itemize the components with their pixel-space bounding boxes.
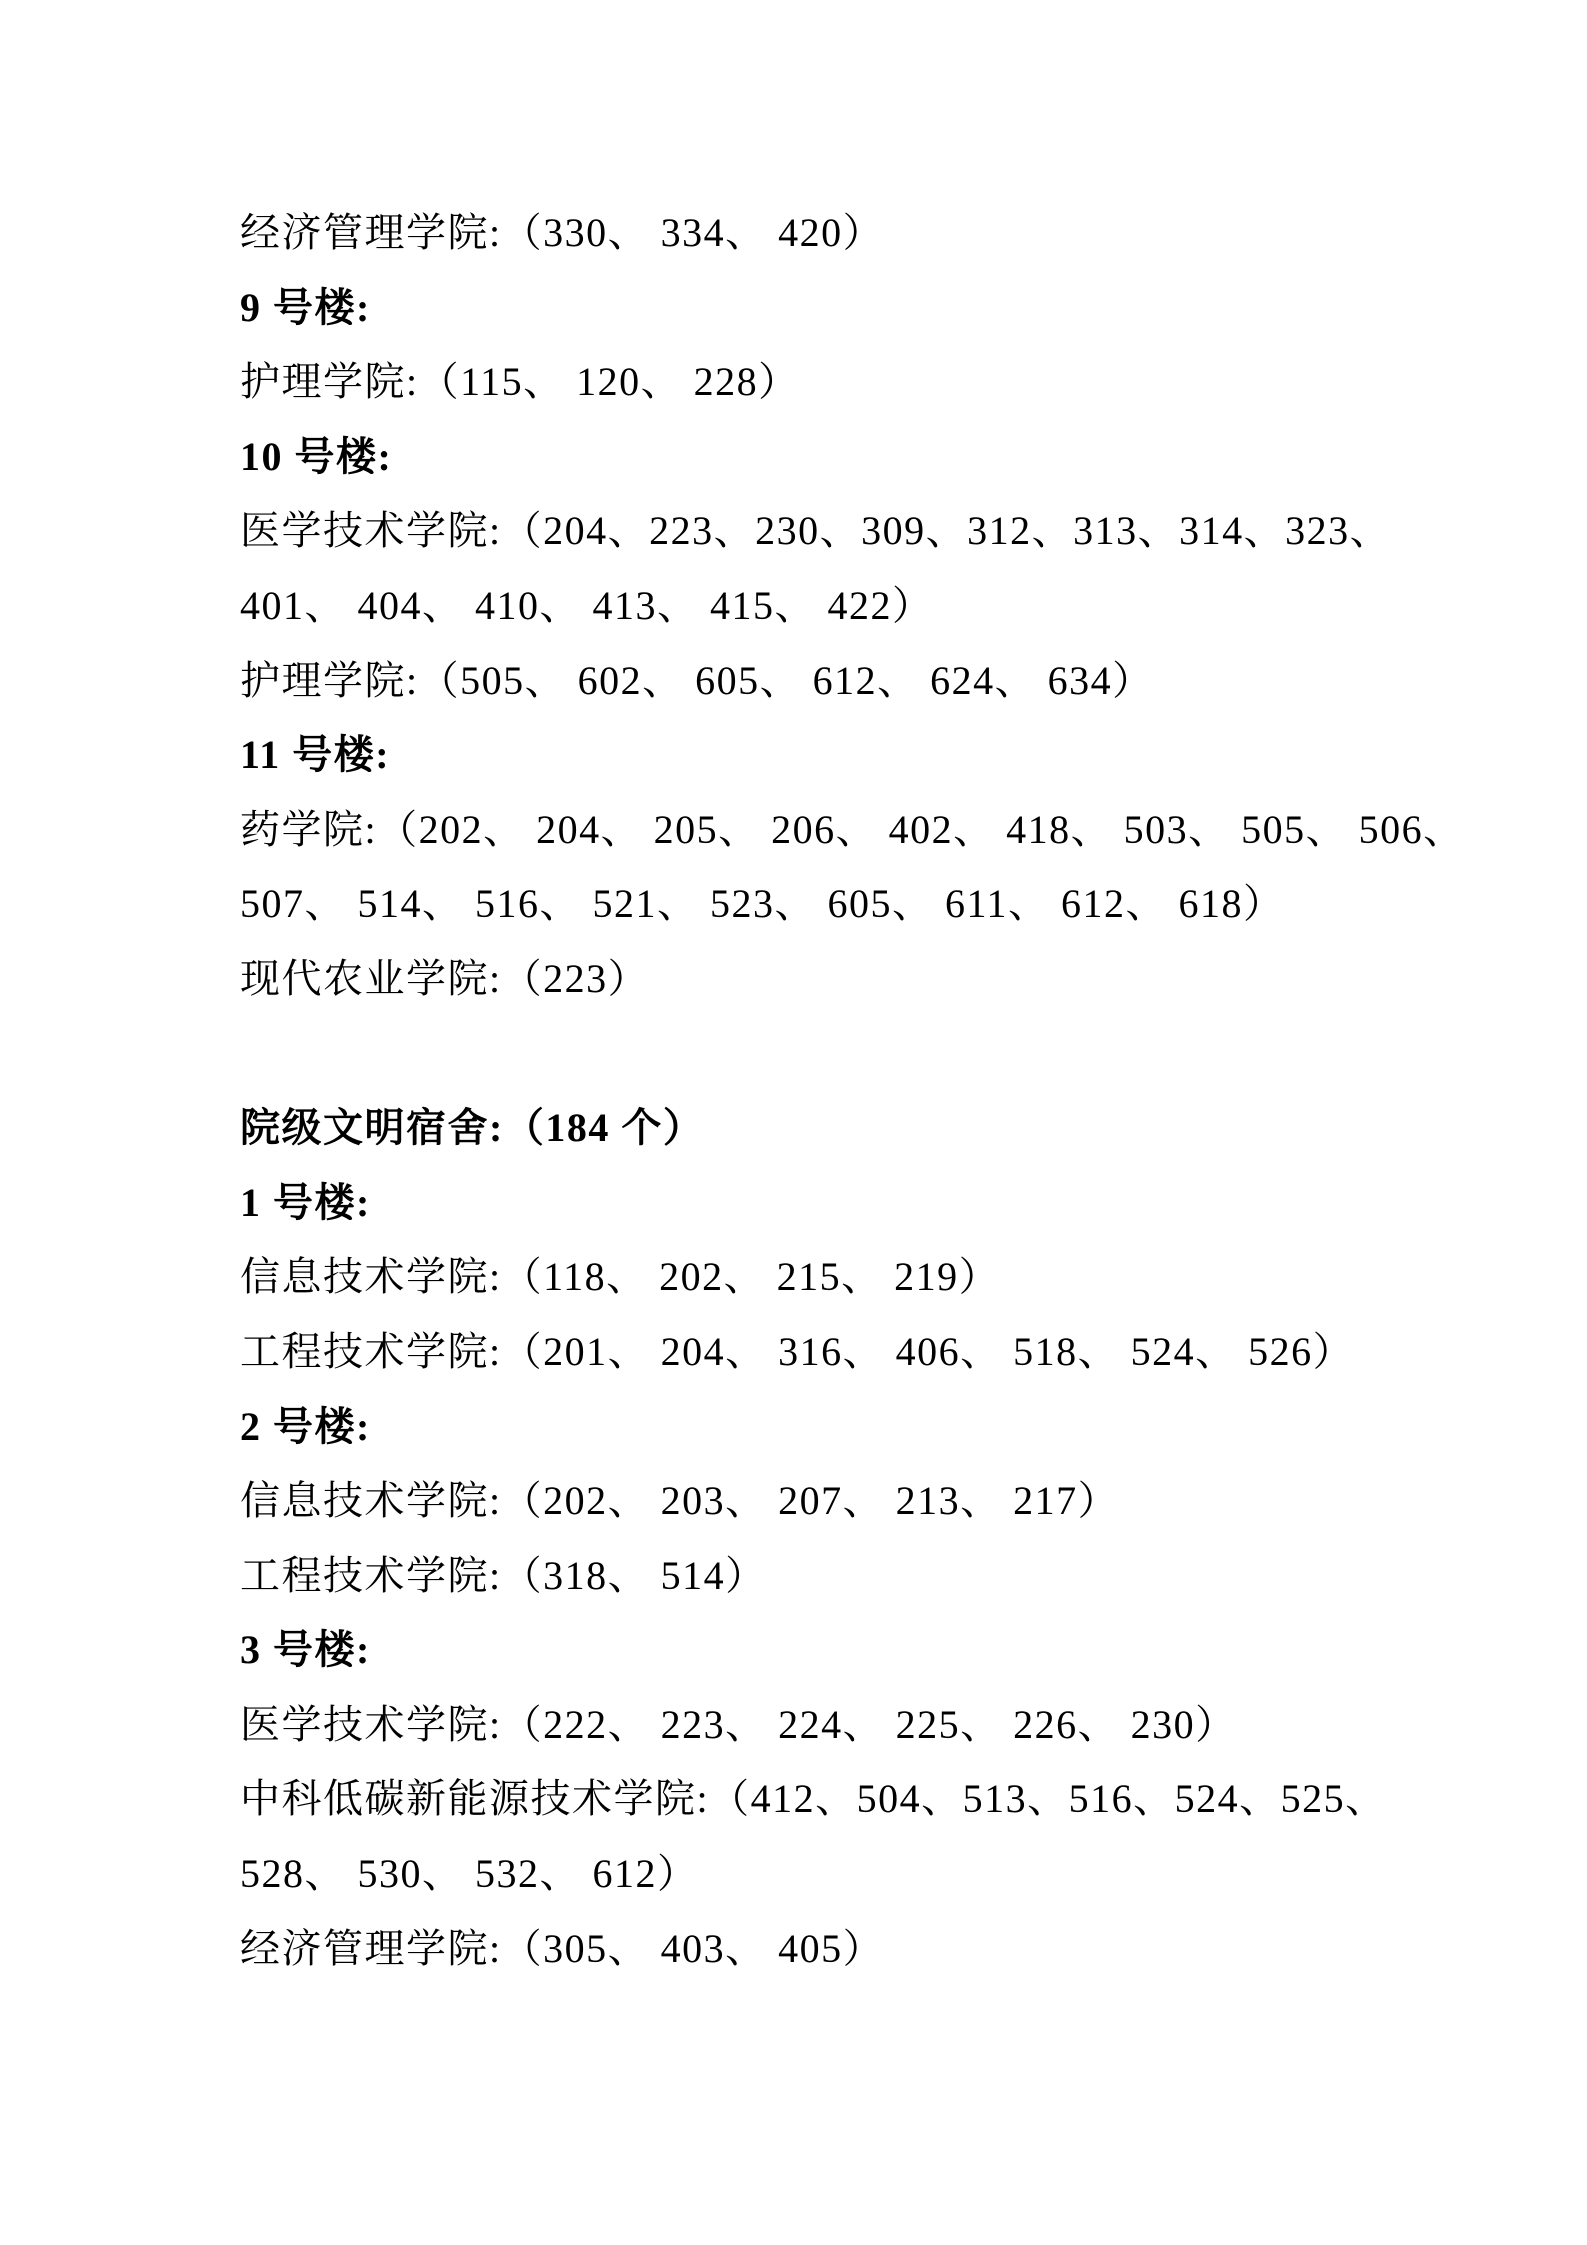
room-list-line: 工程技术学院:（318、 514） xyxy=(240,1552,767,1598)
room-list-line: 经济管理学院:（330、 334、 420） xyxy=(240,210,885,255)
room-list-line: 信息技术学院:（202、 203、 207、 213、 217） xyxy=(240,1478,1120,1524)
room-list-line: 信息技术学院:（118、 202、 215、 219） xyxy=(240,1254,1001,1300)
room-list-line: 工程技术学院:（201、 204、 316、 406、 518、 524、 526） xyxy=(240,1328,1355,1374)
room-list-line: 经济管理学院:（305、 403、 405） xyxy=(240,1925,885,1971)
building-heading: 1 号楼: xyxy=(240,1179,371,1225)
room-list-line: 现代农业学院:（223） xyxy=(240,955,650,1001)
building-heading: 10 号楼: xyxy=(240,433,393,479)
room-list-continuation: 401、 404、 410、 413、 415、 422） xyxy=(240,582,934,628)
building-heading: 11 号楼: xyxy=(240,732,391,778)
room-list-line: 医学技术学院:（204、223、230、309、312、313、314、323、 xyxy=(240,508,1392,554)
building-heading: 2 号楼: xyxy=(240,1403,371,1449)
room-list-line: 药学院:（202、 204、 205、 206、 402、 418、 503、 505、 506、 xyxy=(240,806,1465,852)
section-heading: 院级文明宿舍:（184 个） xyxy=(240,1105,705,1151)
room-list-line: 护理学院:（115、 120、 228） xyxy=(240,359,800,405)
room-list-line: 中科低碳新能源技术学院:（412、504、513、516、524、525、 xyxy=(240,1776,1387,1822)
building-heading: 3 号楼: xyxy=(240,1627,371,1673)
document-content xyxy=(240,196,1570,1986)
building-heading: 9 号楼: xyxy=(240,284,371,330)
room-list-continuation: 528、 530、 532、 612） xyxy=(240,1851,699,1897)
blank-line xyxy=(240,1017,1570,1092)
room-list-line: 护理学院:（505、 602、 605、 612、 624、 634） xyxy=(240,657,1154,703)
room-list-continuation: 507、 514、 516、 521、 523、 605、 611、 612、 618） xyxy=(240,881,1285,927)
room-list-line: 医学技术学院:（222、 223、 224、 225、 226、 230） xyxy=(240,1701,1237,1747)
